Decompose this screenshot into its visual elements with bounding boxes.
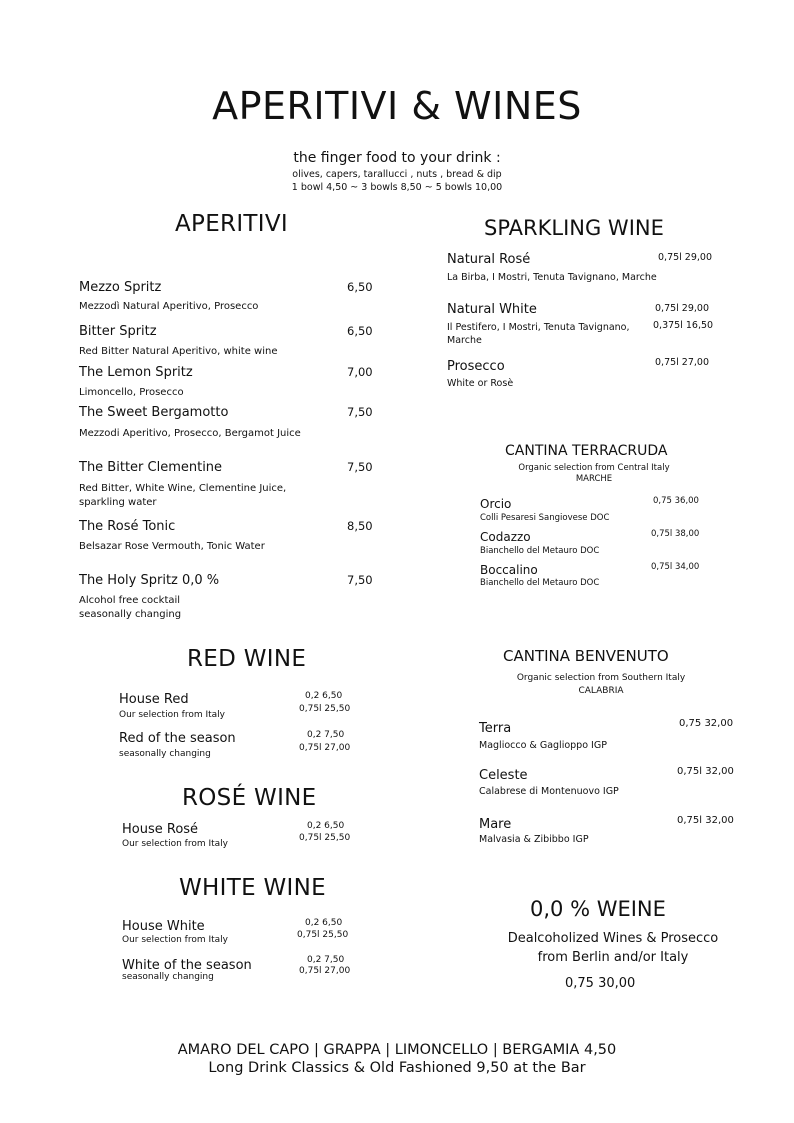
wine-name: House White [122, 919, 205, 934]
wine-desc: Magliocco & Gaglioppo IGP [479, 740, 607, 751]
wine-desc: Malvasia & Zibibbo IGP [479, 834, 589, 845]
sparkling-name: Natural White [447, 302, 537, 317]
benvenuto-region-note: Organic selection from Southern Italy [516, 673, 686, 683]
aperitivo-price: 7,50 [347, 573, 373, 587]
zero-price: 0,75 30,00 [565, 976, 636, 991]
sparkling-desc: White or Rosè [447, 378, 514, 389]
aperitivo-desc: Mezzodì Natural Aperitivo, Prosecco [79, 301, 259, 312]
aperitivo-name: The Lemon Spritz [79, 365, 193, 380]
aperitivo-price: 7,50 [347, 405, 373, 419]
wine-desc: Our selection from Italy [119, 710, 225, 720]
wine-price: 0,75 36,00 [653, 496, 699, 506]
glass-price: 0,2 6,50 [305, 691, 343, 701]
wine-name: Orcio [480, 497, 512, 511]
white-wine-heading: WHITE WINE [179, 875, 326, 901]
aperitivo-price: 7,00 [347, 365, 373, 379]
zero-line2: from Berlin and/or Italy [537, 950, 689, 965]
glass-price: 0,2 6,50 [307, 821, 345, 831]
wine-price: 0,75l 32,00 [677, 766, 734, 777]
terracruda-subtitle [494, 463, 694, 485]
sparkling-desc: Il Pestifero, I Mostri, Tenuta Tavignano, Marche [447, 322, 630, 346]
wine-desc: Our selection from Italy [122, 839, 228, 849]
bottle-price: 0,75l 25,50 [299, 704, 351, 714]
aperitivo-desc: Belsazar Rose Vermouth, Tonic Water [79, 541, 265, 552]
zero-heading: 0,0 % WEINE [530, 897, 666, 921]
bottle-price: 0,75l 25,50 [299, 833, 351, 843]
bottle-price: 0,75l 27,00 [299, 743, 351, 753]
wine-desc: Bianchello del Metauro DOC [480, 578, 600, 588]
aperitivo-price: 6,50 [347, 280, 373, 294]
wine-price: 0,75l 34,00 [651, 562, 700, 572]
wine-name: White of the season [122, 958, 252, 973]
sparkling-price: 0,75l 29,00 [655, 303, 710, 314]
bottle-price: 0,75l 27,00 [299, 966, 351, 976]
aperitivo-name: The Holy Spritz 0,0 % [79, 573, 220, 588]
aperitivi-heading: APERITIVI [175, 211, 288, 237]
wine-name: House Red [119, 692, 189, 707]
benvenuto-region: CALABRIA [578, 686, 624, 696]
aperitivo-name: The Rosé Tonic [79, 519, 176, 534]
wine-desc: Bianchello del Metauro DOC [480, 546, 600, 556]
wine-desc: Our selection from Italy [122, 935, 228, 945]
wine-price: 0,75 32,00 [679, 718, 734, 729]
finger-food-items: olives, capers, tarallucci , nuts , bread & dip [292, 169, 502, 180]
terracruda-region-note: Organic selection from Central Italy [518, 463, 670, 473]
wine-name: Celeste [479, 768, 528, 783]
terracruda-heading: CANTINA TERRACRUDA [505, 443, 668, 459]
aperitivo-name: Bitter Spritz [79, 324, 157, 339]
wine-name: Red of the season [119, 731, 236, 746]
terracruda-region: MARCHE [575, 474, 613, 484]
wine-name: Terra [479, 721, 512, 736]
wine-price: 0,75l 32,00 [677, 815, 734, 826]
aperitivo-desc: Mezzodi Aperitivo, Prosecco, Bergamot Juice [79, 428, 301, 439]
sparkling-price-small: 0,375l 16,50 [653, 320, 714, 331]
wine-name: Boccalino [480, 563, 538, 577]
sparkling-name: Natural Rosé [447, 252, 531, 267]
sparkling-desc: La Birba, I Mostri, Tenuta Tavignano, Marche [447, 272, 657, 283]
aperitivo-desc: Limoncello, Prosecco [79, 387, 184, 398]
sparkling-price: 0,75l 29,00 [658, 252, 713, 263]
bottle-price: 0,75l 25,50 [297, 930, 349, 940]
benvenuto-subtitle [496, 672, 706, 698]
sparkling-heading: SPARKLING WINE [484, 216, 664, 240]
finger-food-prices: 1 bowl 4,50 ~ 3 bowls 8,50 ~ 5 bowls 10,00 [291, 182, 503, 193]
wine-name: House Rosé [122, 822, 199, 837]
glass-price: 0,2 6,50 [305, 918, 343, 928]
aperitivo-desc: Red Bitter, White Wine, Clementine Juice, sparkling water [79, 483, 287, 508]
sparkling-price: 0,75l 27,00 [655, 357, 710, 368]
aperitivo-desc: Alcohol free cocktail seasonally changing [79, 595, 182, 620]
wine-desc: Colli Pesaresi Sangiovese DOC [480, 513, 610, 523]
zero-line1: Dealcoholized Wines & Prosecco [507, 931, 719, 946]
aperitivo-name: The Bitter Clementine [79, 460, 223, 475]
finger-food-subtitle: the finger food to your drink : [293, 150, 501, 166]
wine-desc: Calabrese di Montenuovo IGP [479, 786, 619, 797]
footer-line2: Long Drink Classics & Old Fashioned 9,50 at the Bar [208, 1060, 586, 1076]
red-wine-heading: RED WINE [187, 646, 307, 672]
aperitivo-desc: Red Bitter Natural Aperitivo, white wine [79, 346, 278, 357]
rose-wine-heading: ROSÉ WINE [182, 785, 317, 811]
page-title: APERITIVI & WINES [212, 84, 582, 128]
wine-desc: seasonally changing [119, 749, 211, 759]
aperitivo-name: The Sweet Bergamotto [79, 405, 229, 420]
aperitivo-price: 7,50 [347, 460, 373, 474]
wine-name: Mare [479, 817, 512, 832]
benvenuto-heading: CANTINA BENVENUTO [503, 647, 669, 665]
wine-name: Codazzo [480, 530, 531, 544]
glass-price: 0,2 7,50 [307, 955, 345, 965]
sparkling-name: Prosecco [447, 359, 505, 374]
aperitivo-price: 8,50 [347, 519, 373, 533]
glass-price: 0,2 7,50 [307, 730, 345, 740]
wine-desc: seasonally changing [122, 972, 214, 982]
wine-price: 0,75l 38,00 [651, 529, 700, 539]
footer-line1: AMARO DEL CAPO | GRAPPA | LIMONCELLO | BERGAMIA 4,50 [177, 1042, 617, 1058]
aperitivo-price: 6,50 [347, 324, 373, 338]
aperitivo-name: Mezzo Spritz [79, 280, 162, 295]
